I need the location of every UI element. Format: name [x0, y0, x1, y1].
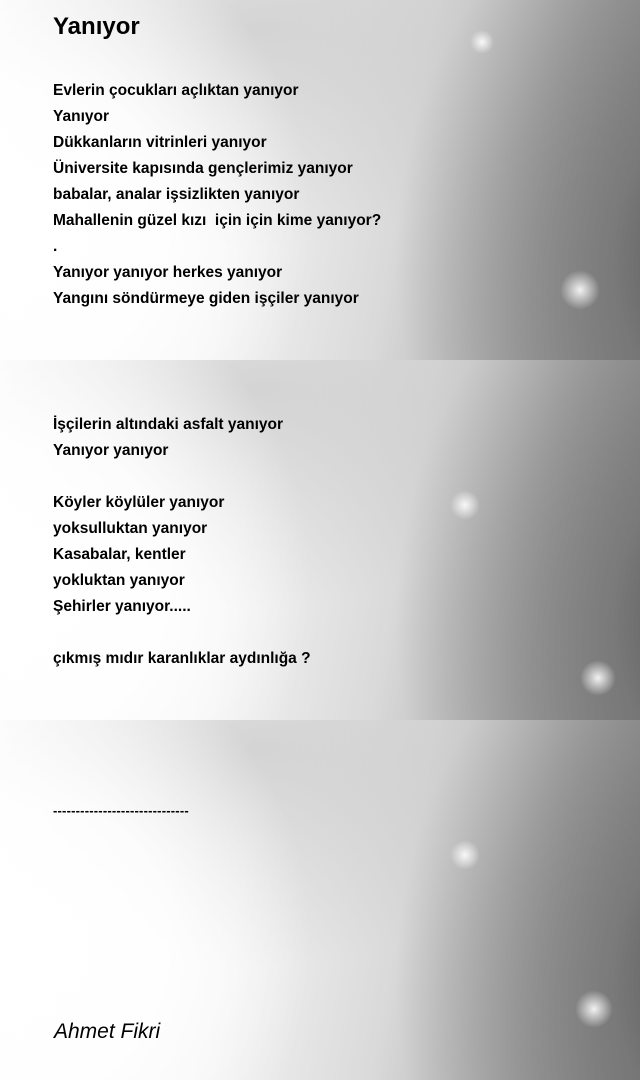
- poem-line: yoksulluktan yanıyor: [53, 520, 208, 537]
- poem-line: .: [53, 238, 58, 255]
- poem-line: yokluktan yanıyor: [53, 572, 185, 589]
- poem-line: Yanıyor: [53, 108, 109, 125]
- poem-line: Yanıyor yanıyor herkes yanıyor: [53, 264, 283, 281]
- sparkle-decoration: [450, 490, 480, 520]
- poem-stanza-1: [53, 78, 381, 312]
- poem-line: Şehirler yanıyor.....: [53, 598, 191, 615]
- poem-line: [53, 620, 311, 646]
- sparkle-decoration: [575, 990, 613, 1028]
- poem-line: çıkmış mıdır karanlıklar aydınlığa ?: [53, 650, 311, 667]
- poem-line: Mahallenin güzel kızı için için kime yanıyor?: [53, 212, 382, 229]
- poem-panel-3: [0, 720, 640, 1080]
- sparkle-decoration: [580, 660, 616, 696]
- poem-line: [53, 464, 311, 490]
- sparkle-decoration: [450, 840, 480, 870]
- poem-line: Üniversite kapısında gençlerimiz yanıyor: [53, 160, 353, 177]
- poem-panel-2: [0, 360, 640, 720]
- poem-line: Evlerin çocukları açlıktan yanıyor: [53, 82, 299, 99]
- poem-line: Dükkanların vitrinleri yanıyor: [53, 134, 267, 151]
- poem-line: babalar, analar işsizlikten yanıyor: [53, 186, 300, 203]
- poem-line: Köyler köylüler yanıyor: [53, 494, 225, 511]
- sparkle-decoration: [560, 270, 600, 310]
- poem-stanza-2: [53, 412, 311, 672]
- poem-line: İşçilerin altındaki asfalt yanıyor: [53, 416, 284, 433]
- poem-line: Kasabalar, kentler: [53, 546, 186, 563]
- poem-title: Yanıyor: [53, 13, 140, 40]
- poem-panel-1: [0, 0, 640, 360]
- author-name: Ahmet Fikri: [54, 1020, 161, 1043]
- separator-line: ------------------------------: [53, 803, 189, 818]
- poem-line: Yangını söndürmeye giden işçiler yanıyor: [53, 290, 359, 307]
- poem-line: Yanıyor yanıyor: [53, 442, 169, 459]
- sparkle-decoration: [470, 30, 494, 54]
